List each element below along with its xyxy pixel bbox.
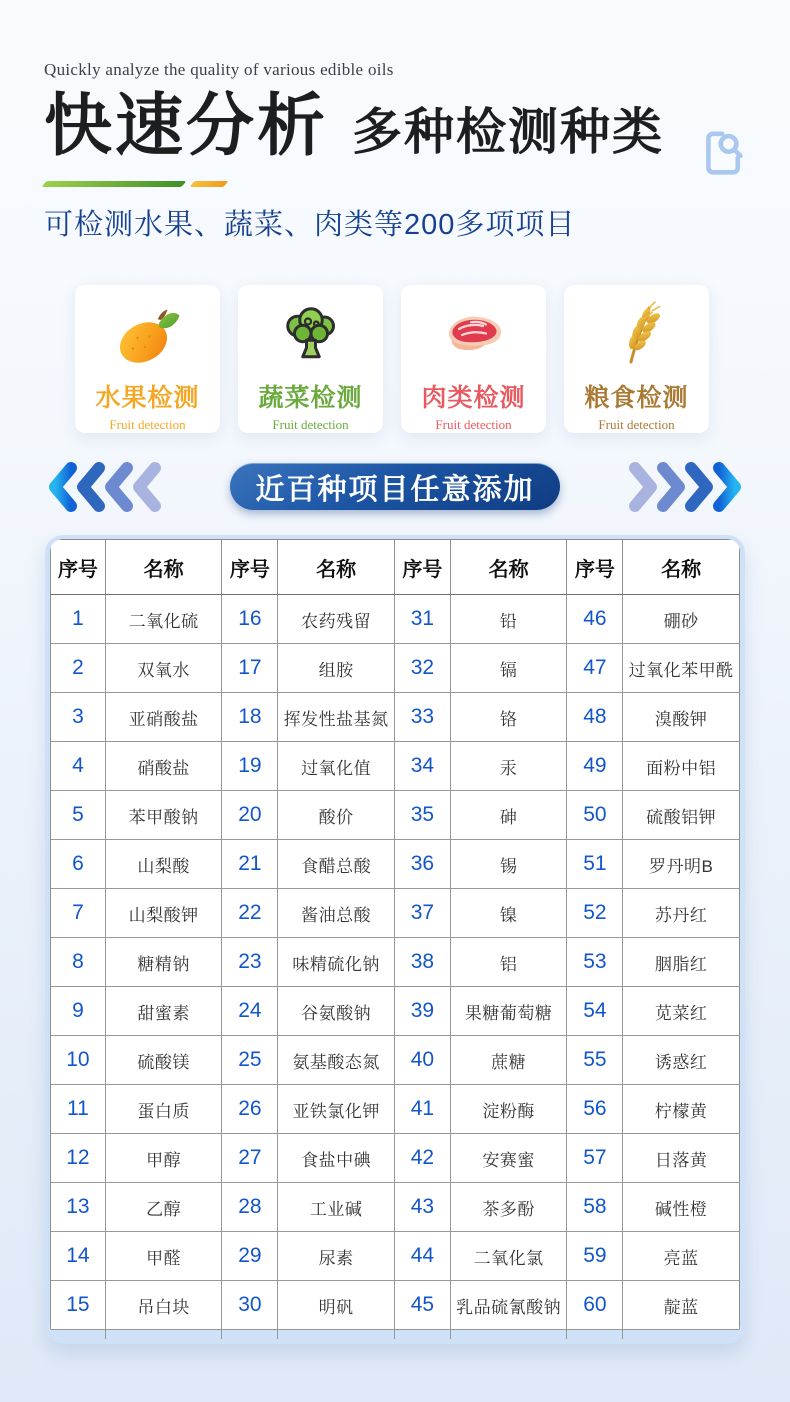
cell-name: 铝: [451, 938, 568, 987]
table-row: [50, 840, 740, 889]
banner-label: 近百种项目任意添加: [255, 473, 535, 506]
cell-name: 二氧化硫: [106, 595, 223, 644]
cell-number: 57: [567, 1134, 623, 1183]
cell-number: 44: [395, 1232, 451, 1281]
cell-number: 47: [567, 644, 623, 693]
category-cards: [75, 285, 746, 433]
title-sub: 多种检测种类: [352, 104, 665, 160]
cell-number: 54: [567, 987, 623, 1036]
title-main: 快速分析: [44, 88, 329, 164]
cell-number: 30: [222, 1281, 278, 1330]
cell-name: 味精硫化钠: [278, 938, 395, 987]
cell-number: 33: [395, 693, 451, 742]
cell-name: 糖精钠: [106, 938, 223, 987]
cell-name: 乳品硫氰酸钠: [451, 1281, 568, 1330]
card-vegetable-detection[interactable]: [238, 285, 383, 433]
cell-name: 过氧化值: [278, 742, 395, 791]
table-header-name: 名称: [278, 539, 395, 595]
table-head: [50, 539, 740, 595]
table-row: [50, 742, 740, 791]
cell-number: 31: [395, 595, 451, 644]
cell-number: 21: [222, 840, 278, 889]
cell-name: 淀粉酶: [451, 1085, 568, 1134]
cell-name: 亚铁氯化钾: [278, 1085, 395, 1134]
cell-name: 柠檬黄: [623, 1085, 740, 1134]
cell-name: 工业碱: [278, 1183, 395, 1232]
wheat-icon: [595, 299, 679, 374]
cell-name: 果糖葡萄糖: [451, 987, 568, 1036]
cell-name: 砷: [451, 791, 568, 840]
table-header-name: 名称: [623, 539, 740, 595]
banner-row: [45, 459, 745, 514]
table-row: [50, 595, 740, 644]
card-label: 肉类检测: [421, 384, 526, 413]
cell-number: 14: [50, 1232, 106, 1281]
card-caption: Fruit detection: [598, 417, 675, 433]
detection-table: [50, 539, 740, 1339]
cell-number: 40: [395, 1036, 451, 1085]
cell-number: 55: [567, 1036, 623, 1085]
cell-name: 汞: [451, 742, 568, 791]
cell-name: 谷氨酸钠: [278, 987, 395, 1036]
cell-name: 亚硝酸盐: [106, 693, 223, 742]
cell-number: 29: [222, 1232, 278, 1281]
cell-number: 48: [567, 693, 623, 742]
cell-number: 13: [50, 1183, 106, 1232]
table-row: [50, 938, 740, 987]
cell-number: 27: [222, 1134, 278, 1183]
cell-name: 蔗糖: [451, 1036, 568, 1085]
table-header-name: 名称: [106, 539, 223, 595]
cell-number: 16: [222, 595, 278, 644]
cell-number: 20: [222, 791, 278, 840]
cell-number: 43: [395, 1183, 451, 1232]
card-meat-detection[interactable]: [401, 285, 546, 433]
cell-name: 罗丹明B: [623, 840, 740, 889]
table-row: [50, 1036, 740, 1085]
table-header-no: 序号: [50, 539, 106, 595]
cell-name: 食醋总酸: [278, 840, 395, 889]
table-row: [50, 889, 740, 938]
cell-number: 56: [567, 1085, 623, 1134]
document-search-icon: [702, 130, 746, 178]
cell-name: 诱惑红: [623, 1036, 740, 1085]
cell-number: 41: [395, 1085, 451, 1134]
cell-number: 3: [50, 693, 106, 742]
cell-number: 23: [222, 938, 278, 987]
cell-name: 苏丹红: [623, 889, 740, 938]
cell-number: 28: [222, 1183, 278, 1232]
cell-name: 溴酸钾: [623, 693, 740, 742]
cell-name: 镉: [451, 644, 568, 693]
cell-name: 铬: [451, 693, 568, 742]
cell-number: 18: [222, 693, 278, 742]
cell-name: 面粉中铝: [623, 742, 740, 791]
card-caption: Fruit detection: [272, 417, 349, 433]
cell-number: 53: [567, 938, 623, 987]
cell-name: 双氧水: [106, 644, 223, 693]
cell-number: 12: [50, 1134, 106, 1183]
table-row: [50, 1183, 740, 1232]
cell-number: 5: [50, 791, 106, 840]
page-title: [44, 88, 746, 164]
card-label: 蔬菜检测: [258, 384, 363, 413]
cell-number: 10: [50, 1036, 106, 1085]
card-fruit-detection[interactable]: [75, 285, 220, 433]
cell-name: 甲醛: [106, 1232, 223, 1281]
cell-number: 1: [50, 595, 106, 644]
cell-name: 碱性橙: [623, 1183, 740, 1232]
cell-name: 日落黄: [623, 1134, 740, 1183]
table-header-no: 序号: [222, 539, 278, 595]
table-row: [50, 791, 740, 840]
broccoli-icon: [269, 299, 353, 374]
card-caption: Fruit detection: [435, 417, 512, 433]
cell-name: 氨基酸态氮: [278, 1036, 395, 1085]
table-row: [50, 1232, 740, 1281]
cell-number: 11: [50, 1085, 106, 1134]
cell-name: 酸价: [278, 791, 395, 840]
cell-name: 尿素: [278, 1232, 395, 1281]
cell-name: 蛋白质: [106, 1085, 223, 1134]
chevrons-right-icon: [623, 461, 745, 513]
cell-name: 食盐中碘: [278, 1134, 395, 1183]
cell-number: 24: [222, 987, 278, 1036]
cell-number: 51: [567, 840, 623, 889]
cell-number: 4: [50, 742, 106, 791]
table-header-name: 名称: [451, 539, 568, 595]
cell-name: 亮蓝: [623, 1232, 740, 1281]
cell-number: 34: [395, 742, 451, 791]
cell-number: 37: [395, 889, 451, 938]
cell-name: 二氧化氯: [451, 1232, 568, 1281]
cell-name: 吊白块: [106, 1281, 223, 1330]
cell-name: 山梨酸钾: [106, 889, 223, 938]
cell-number: 9: [50, 987, 106, 1036]
mango-icon: [106, 299, 190, 374]
cell-name: 山梨酸: [106, 840, 223, 889]
cell-name: 挥发性盐基氮: [278, 693, 395, 742]
cell-number: 50: [567, 791, 623, 840]
cell-name: 苋菜红: [623, 987, 740, 1036]
cell-number: 6: [50, 840, 106, 889]
table-header-no: 序号: [395, 539, 451, 595]
cell-name: 乙醇: [106, 1183, 223, 1232]
cell-name: 铅: [451, 595, 568, 644]
cell-name: 农药残留: [278, 595, 395, 644]
cell-name: 锡: [451, 840, 568, 889]
table-row: [50, 1085, 740, 1134]
cell-number: 46: [567, 595, 623, 644]
meat-icon: [432, 299, 516, 374]
table-row: [50, 1134, 740, 1183]
cell-number: 38: [395, 938, 451, 987]
table-row: [50, 644, 740, 693]
cell-number: 52: [567, 889, 623, 938]
cell-number: 58: [567, 1183, 623, 1232]
card-caption: Fruit detection: [109, 417, 186, 433]
cell-number: 49: [567, 742, 623, 791]
card-label: 粮食检测: [584, 384, 689, 413]
cell-name: 酱油总酸: [278, 889, 395, 938]
cell-number: 26: [222, 1085, 278, 1134]
cell-number: 59: [567, 1232, 623, 1281]
cell-number: 45: [395, 1281, 451, 1330]
cell-name: 镍: [451, 889, 568, 938]
cell-number: 39: [395, 987, 451, 1036]
table-footer-strip: [50, 1330, 740, 1339]
table-header-no: 序号: [567, 539, 623, 595]
cell-name: 组胺: [278, 644, 395, 693]
cell-number: 22: [222, 889, 278, 938]
cell-name: 靛蓝: [623, 1281, 740, 1330]
cell-number: 36: [395, 840, 451, 889]
table-row: [50, 693, 740, 742]
chevrons-left-icon: [45, 461, 167, 513]
banner-pill: [230, 463, 560, 510]
cell-number: 17: [222, 644, 278, 693]
cell-number: 35: [395, 791, 451, 840]
cell-number: 60: [567, 1281, 623, 1330]
cell-name: 硼砂: [623, 595, 740, 644]
cell-number: 2: [50, 644, 106, 693]
cell-name: 安赛蜜: [451, 1134, 568, 1183]
detection-table-card: [45, 535, 745, 1344]
cell-number: 19: [222, 742, 278, 791]
table-row: [50, 1281, 740, 1330]
card-label: 水果检测: [95, 384, 200, 413]
cell-number: 42: [395, 1134, 451, 1183]
tagline-en: Quickly analyze the quality of various edible oils: [44, 60, 394, 79]
cell-number: 15: [50, 1281, 106, 1330]
cell-name: 甜蜜素: [106, 987, 223, 1036]
cell-name: 茶多酚: [451, 1183, 568, 1232]
cell-name: 硝酸盐: [106, 742, 223, 791]
cell-name: 甲醇: [106, 1134, 223, 1183]
cell-number: 7: [50, 889, 106, 938]
cell-number: 32: [395, 644, 451, 693]
title-underline: [44, 180, 746, 187]
card-grain-detection[interactable]: [564, 285, 709, 433]
cell-name: 硫酸镁: [106, 1036, 223, 1085]
cell-name: 明矾: [278, 1281, 395, 1330]
cell-name: 过氧化苯甲酰: [623, 644, 740, 693]
cell-name: 苯甲酸钠: [106, 791, 223, 840]
cell-number: 8: [50, 938, 106, 987]
cell-number: 25: [222, 1036, 278, 1085]
table-body: [50, 595, 740, 1339]
cell-name: 胭脂红: [623, 938, 740, 987]
cell-name: 硫酸铝钾: [623, 791, 740, 840]
subtitle: 可检测水果、蔬菜、肉类等200多项项目: [44, 209, 576, 242]
table-row: [50, 987, 740, 1036]
